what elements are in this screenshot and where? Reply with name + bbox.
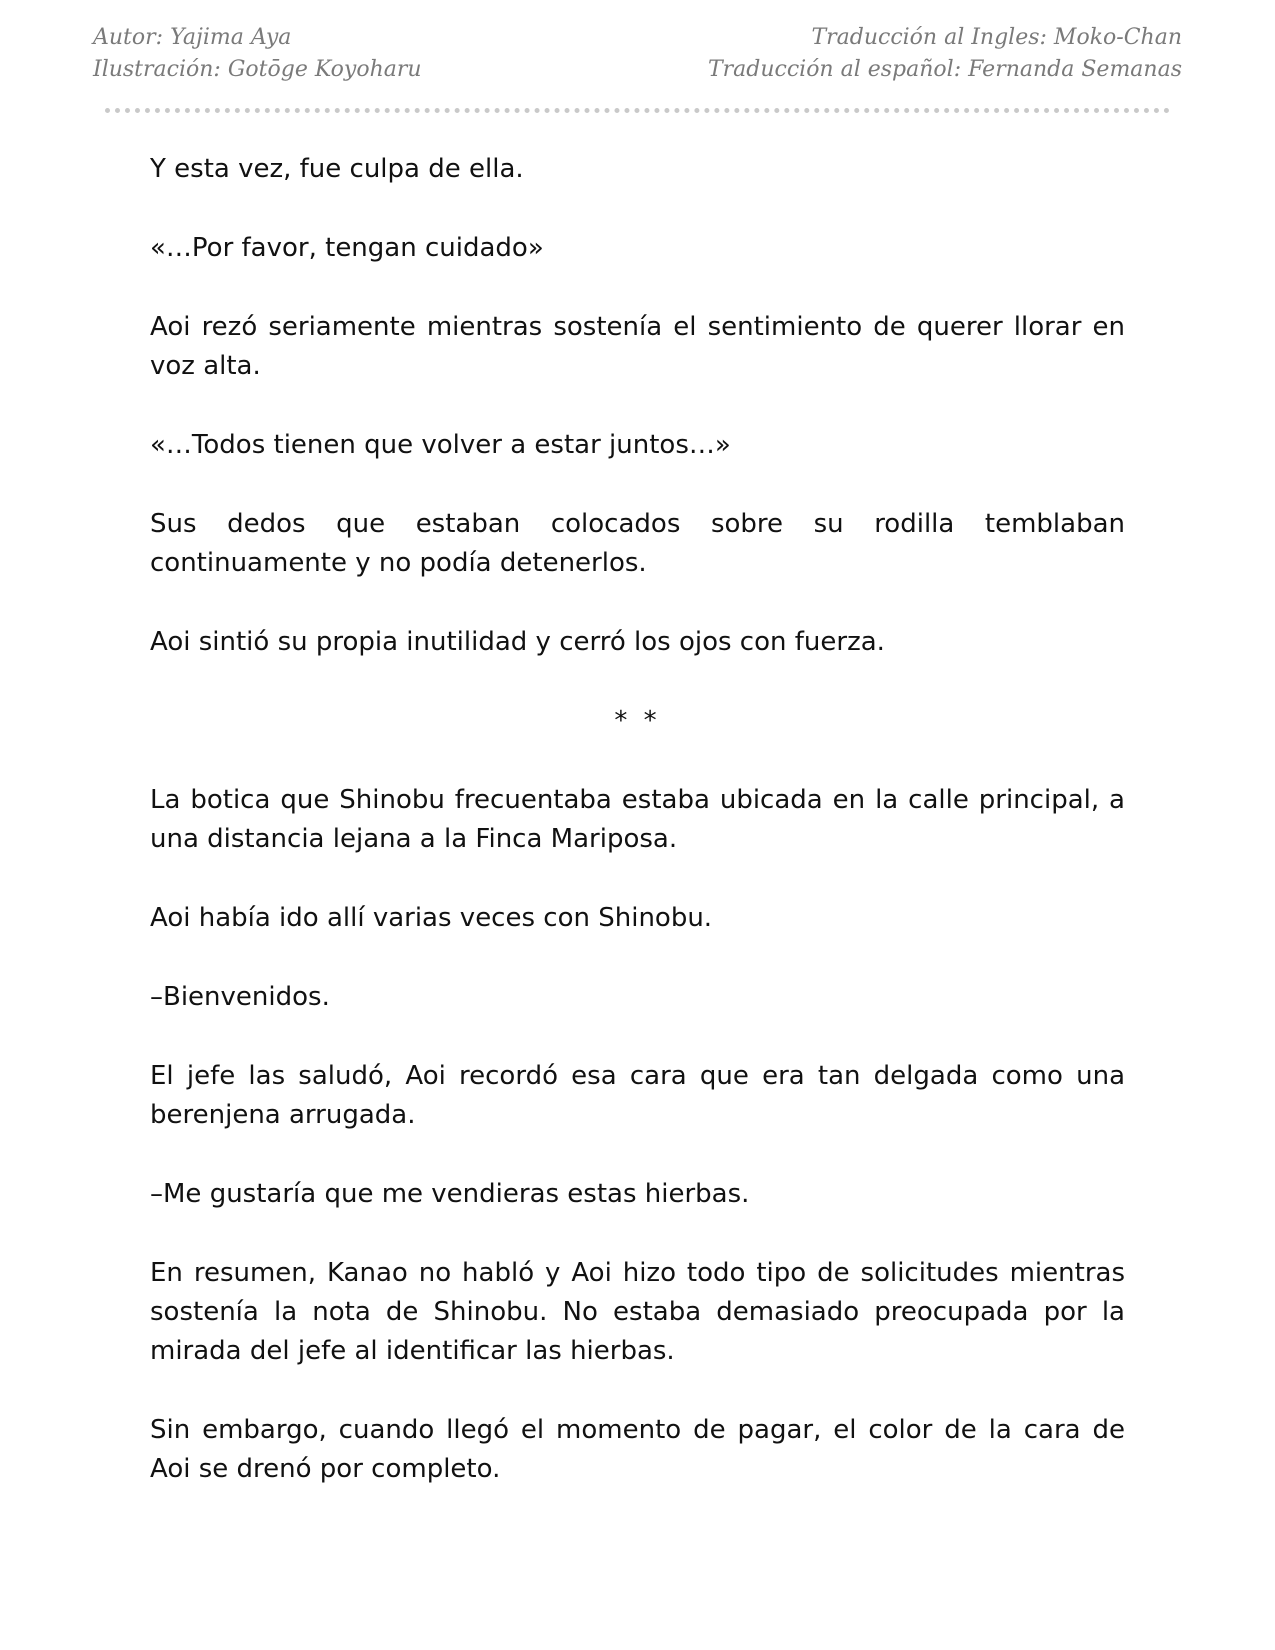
header-credits-right [708,22,1182,86]
illustration-credit: Ilustración: Gotōge Koyoharu [93,57,422,82]
paragraph: –Me gustaría que me vendieras estas hierbas. [150,1179,750,1209]
page-header [93,22,1182,86]
paragraph: En resumen, Kanao no habló y Aoi hizo todo tipo de solicitudes mientras sostenía la nota de Shinobu. No estaba demasiado preocupada por la mirada del jefe al identificar las hierbas. [150,1258,1125,1366]
paragraph: Aoi había ido allí varias veces con Shinobu. [150,903,713,933]
spanish-translation-credit: Traducción al español: Fernanda Semanas [707,57,1182,82]
paragraph: «…Por favor, tengan cuidado» [150,233,544,263]
english-translation-credit: Traducción al Ingles: Moko-Chan [811,25,1182,50]
paragraph: Sin embargo, cuando llegó el momento de pagar, el color de la cara de Aoi se drenó por completo. [150,1415,1125,1484]
paragraph: «…Todos tienen que volver a estar juntos…» [150,430,731,460]
dotted-separator [105,108,1170,113]
paragraph: Aoi sintió su propia inutilidad y cerró los ojos con fuerza. [150,627,885,657]
paragraph: Y esta vez, fue culpa de ella. [150,154,524,184]
paragraph: El jefe las saludó, Aoi recordó esa cara que era tan delgada como una berenjena arrugada. [150,1061,1125,1130]
scene-break: * * [614,706,661,736]
paragraph: La botica que Shinobu frecuentaba estaba ubicada en la calle principal, a una distancia lejana a la Finca Mariposa. [150,785,1125,854]
author-credit: Autor: Yajima Aya [93,25,292,50]
paragraph: –Bienvenidos. [150,982,330,1012]
header-credits-left [93,22,422,86]
paragraph: Sus dedos que estaban colocados sobre su rodilla temblaban continuamente y no podía detenerlos. [150,509,1125,578]
paragraph: Aoi rezó seriamente mientras sostenía el sentimiento de querer llorar en voz alta. [150,312,1125,381]
story-body [150,150,1125,1529]
